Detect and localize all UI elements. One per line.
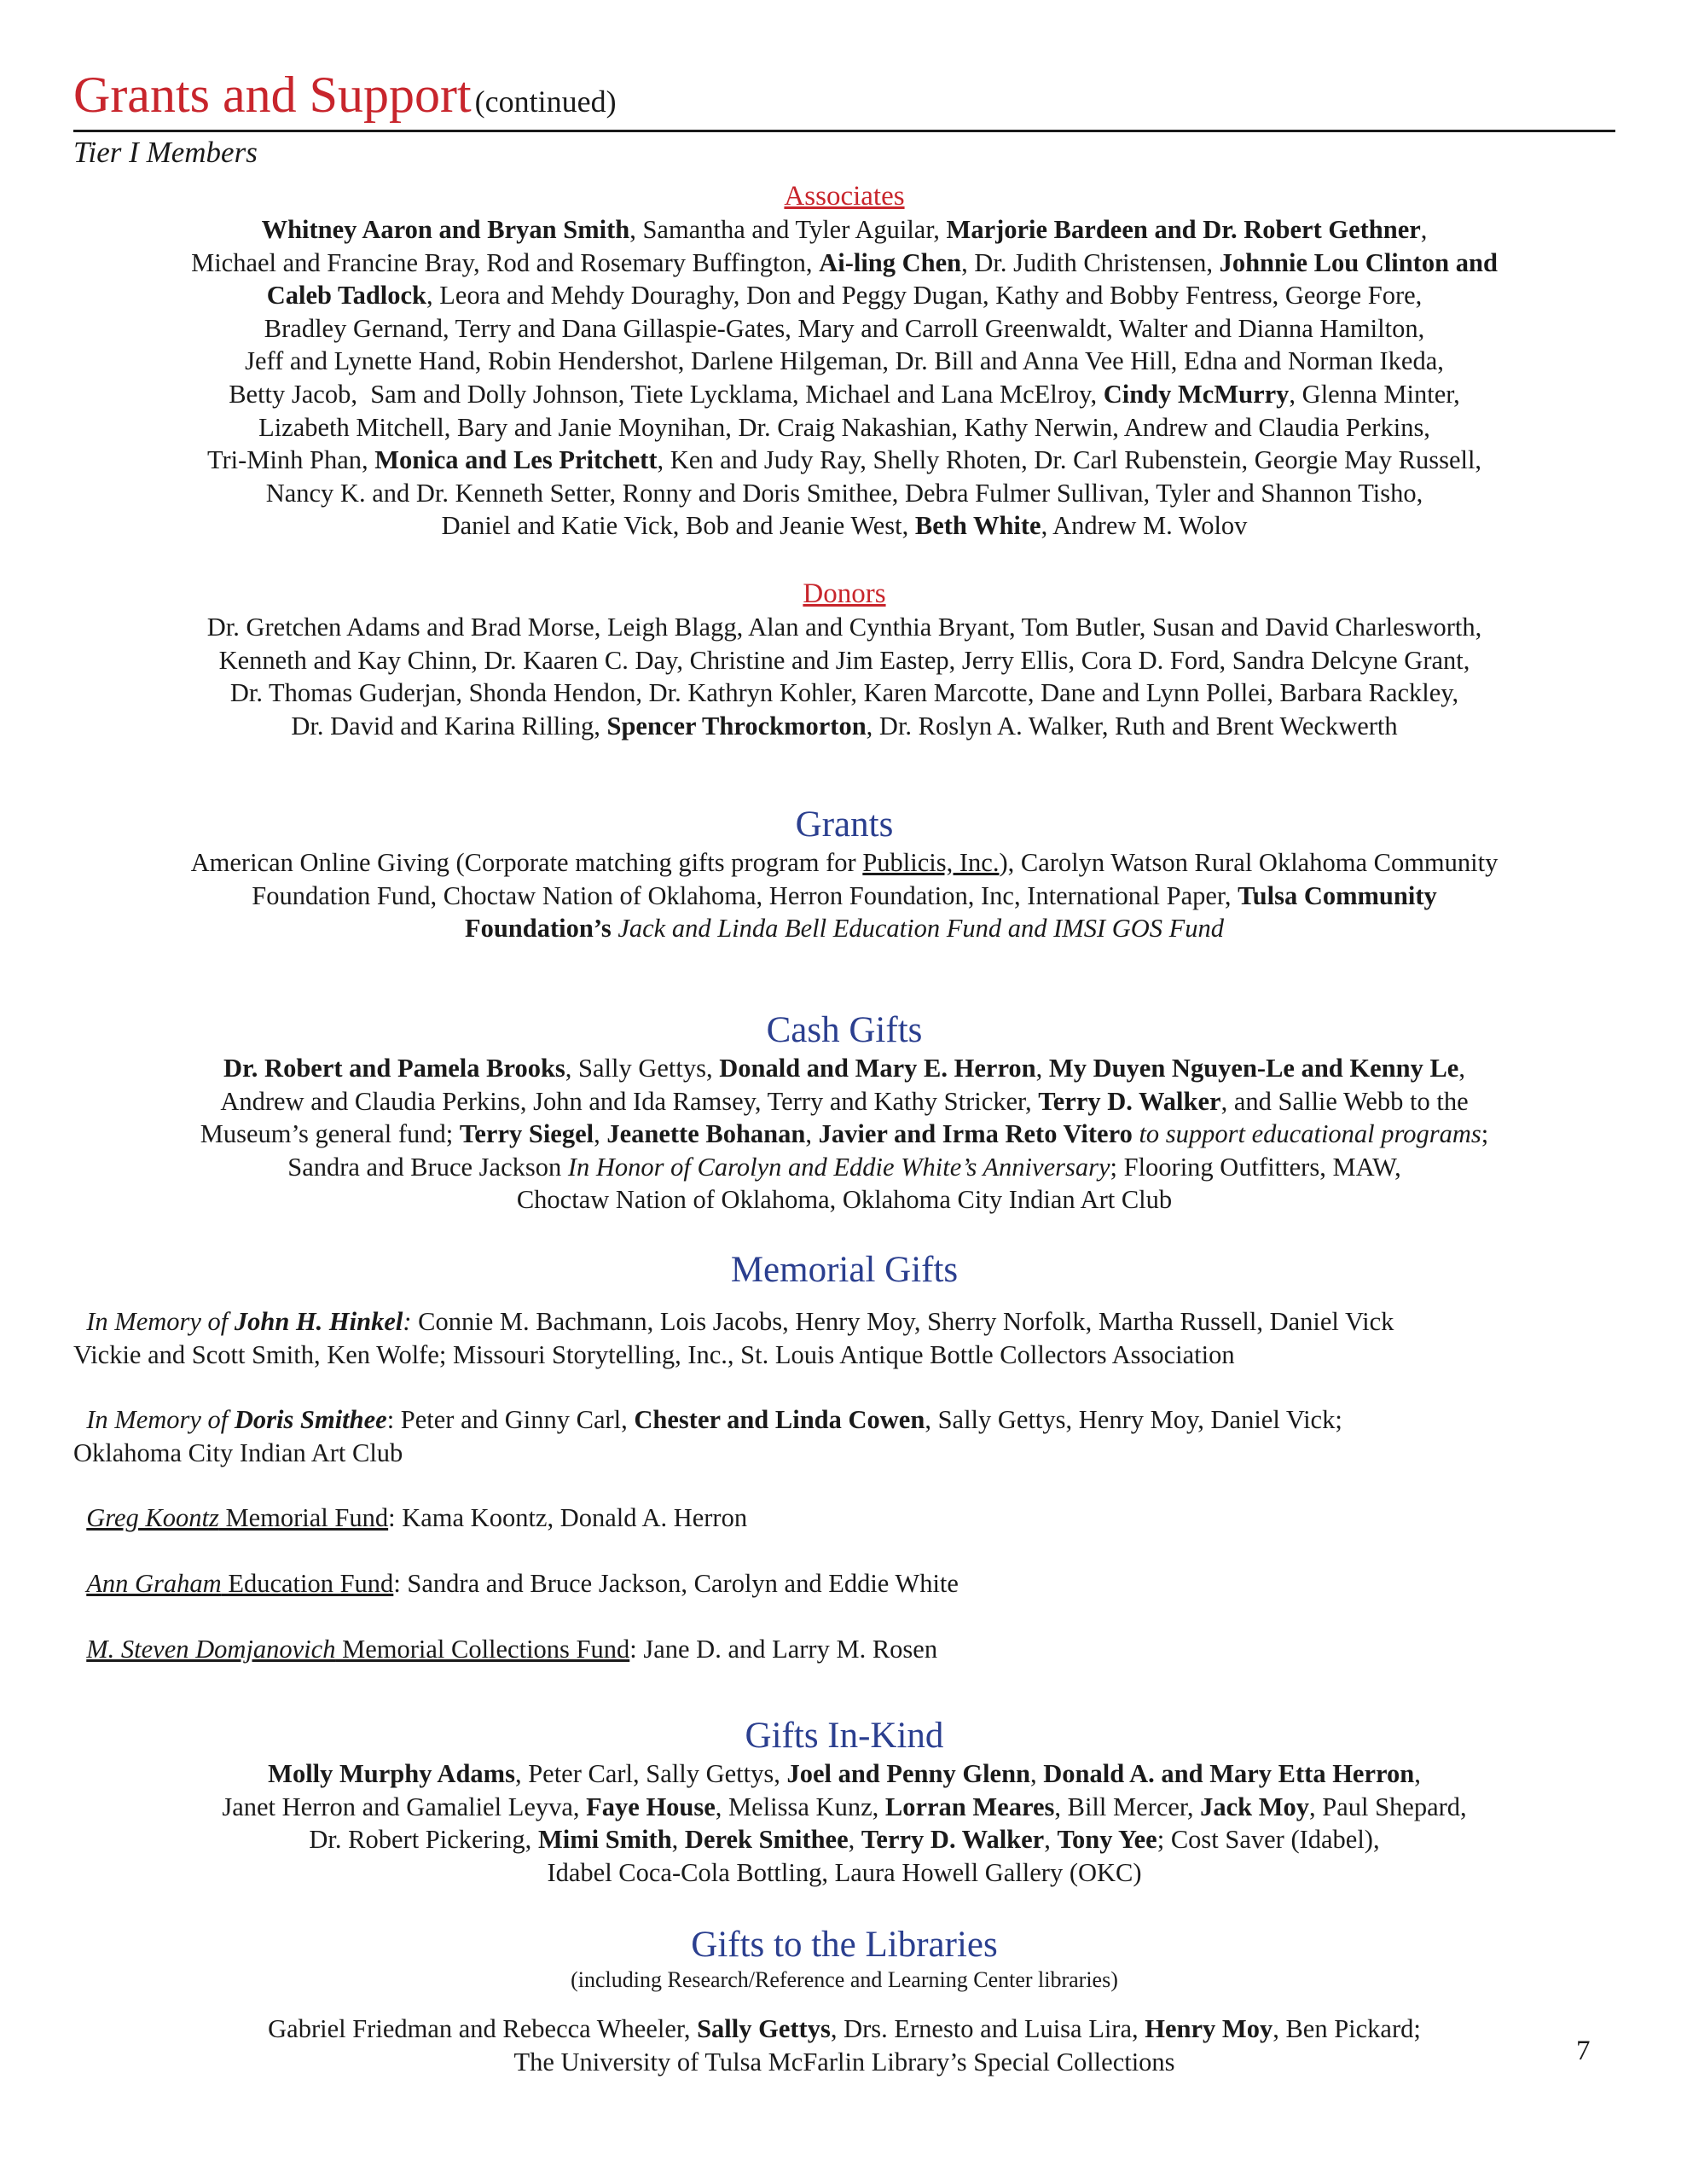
text-segment: : Jane D. and Larry M. Rosen bbox=[629, 1634, 938, 1664]
text-segment: , bbox=[805, 1119, 819, 1149]
text-segment: Andrew and Claudia Perkins, John and Ida Ramsey, Terry and Kathy Stricker, bbox=[220, 1086, 1039, 1116]
donors-list bbox=[73, 611, 1615, 742]
text-segment: Jeff and Lynette Hand, Robin Hendershot, Darlene Hilgeman, Dr. Bill and Anna Vee Hill, Edna and Norman Ikeda, bbox=[245, 346, 1444, 376]
text-segment: Nancy K. and Dr. Kenneth Setter, Ronny and Doris Smithee, Debra Fulmer Sullivan, Tyler and Shannon Tisho, bbox=[265, 478, 1423, 508]
donor-name-bold: Foundation’s bbox=[464, 914, 612, 944]
text-segment: , Bill Mercer, bbox=[1054, 1792, 1201, 1821]
text-segment: Oklahoma City Indian Art Club bbox=[73, 1438, 403, 1467]
text-segment: Idabel Coca-Cola Bottling, Laura Howell Gallery (OKC) bbox=[547, 1857, 1142, 1887]
text-segment: ; Flooring Outfitters, MAW, bbox=[1110, 1152, 1401, 1182]
text-segment: , Ben Pickard; bbox=[1272, 2014, 1421, 2043]
donor-name-bold: Spencer Throckmorton bbox=[606, 711, 867, 741]
memorial-gifts-list bbox=[73, 1305, 1615, 1665]
donor-name-bold: Tulsa Community bbox=[1238, 880, 1437, 910]
text-segment: The University of Tulsa McFarlin Library’s Special Collections bbox=[513, 2047, 1175, 2077]
donor-name-bold: Henry Moy bbox=[1145, 2014, 1273, 2043]
text-segment: , Andrew M. Wolov bbox=[1041, 511, 1248, 541]
text-line bbox=[73, 1823, 1615, 1856]
text-segment: In Memory of bbox=[86, 1307, 235, 1336]
libraries-heading: Gifts to the Libraries bbox=[691, 1925, 998, 1965]
text-segment: Janet Herron and Gamaliel Leyva, bbox=[222, 1792, 587, 1821]
text-segment: Museum’s general fund; bbox=[200, 1119, 460, 1149]
text-segment: Memorial Fund bbox=[218, 1503, 389, 1533]
text-line bbox=[73, 1085, 1615, 1118]
text-line bbox=[73, 912, 1615, 945]
text-segment: Gabriel Friedman and Rebecca Wheeler, bbox=[268, 2014, 698, 2043]
donor-name-bold: Javier and Irma Reto Vitero bbox=[818, 1119, 1133, 1149]
text-segment: M. Steven Domjanovich bbox=[86, 1634, 336, 1664]
text-line bbox=[73, 1633, 1615, 1666]
text-segment: Bradley Gernand, Terry and Dana Gillaspie-Gates, Mary and Carroll Greenwaldt, Walter and Dianna Hamilton, bbox=[264, 313, 1425, 343]
grants-list bbox=[73, 846, 1615, 945]
text-segment: Lizabeth Mitchell, Bary and Janie Moynihan, Dr. Craig Nakashian, Kathy Nerwin, Andrew and Claudia Perkins, bbox=[258, 412, 1430, 442]
text-line bbox=[73, 1052, 1615, 1085]
text-line bbox=[73, 345, 1615, 378]
page-title-continued: (continued) bbox=[474, 84, 617, 119]
donor-name-bold: Molly Murphy Adams bbox=[268, 1759, 515, 1788]
page-header bbox=[73, 67, 1615, 132]
text-segment: ; Cost Saver (Idabel), bbox=[1157, 1825, 1380, 1855]
text-segment: ), Carolyn Watson Rural Oklahoma Community bbox=[999, 848, 1499, 877]
text-line bbox=[73, 1183, 1615, 1217]
text-segment: Connie M. Bachmann, Lois Jacobs, Henry Moy, Sherry Norfolk, Martha Russell, Daniel Vick bbox=[411, 1307, 1394, 1336]
donor-name-bold: Cindy McMurry bbox=[1103, 379, 1290, 409]
text-segment: Dr. Robert Pickering, bbox=[309, 1825, 538, 1855]
text-segment: Dr. Gretchen Adams and Brad Morse, Leigh Blagg, Alan and Cynthia Bryant, Tom Butler, Susan and David Charlesworth, bbox=[206, 613, 1482, 642]
donor-name-bold: Johnnie Lou Clinton and bbox=[1219, 247, 1498, 277]
text-segment: In Honor of Carolyn and Eddie White’s Anniversary bbox=[567, 1152, 1110, 1182]
gifts-in-kind-list bbox=[73, 1757, 1615, 1889]
cash-gifts-section bbox=[73, 1009, 1615, 1217]
text-segment bbox=[73, 1503, 86, 1532]
gifts-in-kind-section bbox=[73, 1715, 1615, 1889]
text-line bbox=[73, 644, 1615, 677]
tier-label: Tier I Members bbox=[73, 136, 258, 169]
text-line bbox=[73, 677, 1615, 710]
text-segment: In Memory of bbox=[86, 1405, 235, 1435]
text-segment: ; bbox=[1481, 1119, 1489, 1149]
text-segment: , Sally Gettys, bbox=[565, 1054, 720, 1083]
text-line bbox=[73, 611, 1615, 644]
text-line bbox=[73, 1757, 1615, 1791]
associates-heading: Associates bbox=[784, 181, 905, 212]
text-segment: Greg Koontz bbox=[86, 1503, 219, 1533]
donor-name-bold: Chester and Linda Cowen bbox=[634, 1405, 925, 1435]
text-segment: , bbox=[1035, 1054, 1049, 1083]
text-line bbox=[73, 213, 1615, 247]
grants-section bbox=[73, 804, 1615, 945]
donor-name-bold: My Duyen Nguyen-Le and Kenny Le bbox=[1048, 1054, 1459, 1083]
page-number: 7 bbox=[1576, 2036, 1591, 2066]
text-segment: , bbox=[594, 1119, 607, 1149]
text-segment bbox=[73, 1405, 86, 1434]
donors-heading: Donors bbox=[803, 578, 886, 609]
text-segment: Michael and Francine Bray, Rod and Rosemary Buffington, bbox=[191, 247, 820, 277]
text-line bbox=[73, 1118, 1615, 1151]
text-segment: , Ken and Judy Ray, Shelly Rhoten, Dr. Carl Rubenstein, Georgie May Russell, bbox=[657, 445, 1482, 475]
text-segment: , bbox=[1420, 215, 1428, 244]
text-segment: Daniel and Katie Vick, Bob and Jeanie West, bbox=[441, 511, 915, 541]
text-segment: , Peter Carl, Sally Gettys, bbox=[514, 1759, 787, 1788]
text-line bbox=[73, 1339, 1615, 1372]
donor-name-bold: Doris Smithee bbox=[234, 1405, 387, 1435]
text-segment: , and Sallie Webb to the bbox=[1220, 1086, 1469, 1116]
text-line bbox=[73, 312, 1615, 346]
text-segment: Foundation Fund, Choctaw Nation of Oklahoma, Herron Foundation, Inc, International Paper, bbox=[252, 880, 1238, 910]
text-segment: , Drs. Ernesto and Luisa Lira, bbox=[830, 2014, 1145, 2043]
text-line bbox=[73, 1791, 1615, 1824]
donor-name-bold: Ai-ling Chen bbox=[819, 247, 962, 277]
text-line bbox=[73, 411, 1615, 444]
text-segment bbox=[73, 1569, 86, 1598]
donor-name-bold: Beth White bbox=[914, 511, 1041, 541]
text-segment: , bbox=[671, 1825, 685, 1855]
text-segment: : bbox=[403, 1307, 412, 1336]
text-segment: Kenneth and Kay Chinn, Dr. Kaaren C. Day, Christine and Jim Eastep, Jerry Ellis, Cora D. Ford, Sandra Delcyne Grant, bbox=[218, 645, 1470, 675]
text-line bbox=[73, 1567, 1615, 1600]
donor-name-bold: John H. Hinkel bbox=[234, 1307, 403, 1336]
donor-name-bold: Dr. Robert and Pamela Brooks bbox=[223, 1054, 565, 1083]
text-line bbox=[73, 710, 1615, 743]
text-segment: Vickie and Scott Smith, Ken Wolfe; Missouri Storytelling, Inc., St. Louis Antique Bottle Collectors Association bbox=[73, 1339, 1235, 1369]
donor-name-bold: Lorran Meares bbox=[884, 1792, 1055, 1821]
memorial-gifts-heading: Memorial Gifts bbox=[730, 1250, 959, 1290]
donor-name-bold: Jeanette Bohanan bbox=[606, 1119, 806, 1149]
memorial-gifts-section bbox=[73, 1249, 1615, 1292]
memorial-entry bbox=[73, 1502, 1615, 1535]
text-segment: , Leora and Mehdy Douraghy, Don and Peggy Dugan, Kathy and Bobby Fentress, George Fore, bbox=[426, 281, 1423, 311]
text-line bbox=[73, 1403, 1615, 1437]
cash-gifts-list bbox=[73, 1052, 1615, 1217]
text-segment: , bbox=[1414, 1759, 1421, 1788]
text-segment: to support educational programs bbox=[1139, 1119, 1481, 1149]
text-line bbox=[73, 477, 1615, 510]
text-segment: , Samantha and Tyler Aguilar, bbox=[629, 215, 947, 244]
donor-name-bold: Joel and Penny Glenn bbox=[786, 1759, 1031, 1788]
libraries-list bbox=[73, 2013, 1615, 2078]
text-segment: Choctaw Nation of Oklahoma, Oklahoma City Indian Art Club bbox=[516, 1185, 1173, 1215]
donor-name-bold: Jack Moy bbox=[1200, 1792, 1309, 1821]
text-line bbox=[73, 880, 1615, 913]
text-segment: American Online Giving (Corporate matching gifts program for bbox=[190, 848, 863, 877]
text-line bbox=[73, 1437, 1615, 1470]
text-line bbox=[73, 1305, 1615, 1339]
donor-name-bold: Terry D. Walker bbox=[861, 1825, 1045, 1855]
text-segment: : Peter and Ginny Carl, bbox=[386, 1405, 635, 1435]
text-line bbox=[73, 279, 1615, 312]
libraries-note: (including Research/Reference and Learning Center libraries) bbox=[571, 1967, 1118, 1992]
text-line bbox=[73, 378, 1615, 411]
text-segment: : Sandra and Bruce Jackson, Carolyn and Eddie White bbox=[393, 1568, 959, 1598]
text-line bbox=[73, 2013, 1615, 2046]
donor-name-bold: Derek Smithee bbox=[684, 1825, 849, 1855]
donor-name-bold: Terry Siegel bbox=[459, 1119, 594, 1149]
text-line bbox=[73, 444, 1615, 477]
associates-section bbox=[73, 179, 1615, 543]
text-segment: Publicis, Inc. bbox=[862, 848, 1000, 877]
text-segment: , Melissa Kunz, bbox=[715, 1792, 885, 1821]
donor-name-bold: Sally Gettys bbox=[697, 2014, 831, 2043]
donor-name-bold: Donald and Mary E. Herron bbox=[719, 1054, 1036, 1083]
text-segment: Sandra and Bruce Jackson bbox=[287, 1152, 568, 1182]
memorial-entry bbox=[73, 1633, 1615, 1666]
text-segment: , Glenna Minter, bbox=[1289, 379, 1460, 409]
text-line bbox=[73, 846, 1615, 880]
text-segment: , Sally Gettys, Henry Moy, Daniel Vick; bbox=[925, 1405, 1342, 1435]
donors-section bbox=[73, 577, 1615, 742]
text-segment: , Dr. Roslyn A. Walker, Ruth and Brent Weckwerth bbox=[866, 711, 1398, 741]
donor-name-bold: Faye House bbox=[586, 1792, 716, 1821]
text-segment: Dr. Thomas Guderjan, Shonda Hendon, Dr. Kathryn Kohler, Karen Marcotte, Dane and Lynn Pollei, Barbara Rackley, bbox=[229, 678, 1459, 708]
text-segment: , bbox=[1458, 1054, 1465, 1083]
page-title: Grants and Support bbox=[73, 67, 472, 123]
text-segment: Ann Graham bbox=[86, 1568, 222, 1598]
text-segment: , Paul Shepard, bbox=[1309, 1792, 1467, 1821]
memorial-entry bbox=[73, 1403, 1615, 1469]
memorial-entry bbox=[73, 1567, 1615, 1600]
associates-list bbox=[73, 213, 1615, 543]
text-segment: Jack and Linda Bell Education Fund and IMSI GOS Fund bbox=[617, 914, 1225, 944]
text-line bbox=[73, 247, 1615, 280]
text-line bbox=[73, 1856, 1615, 1890]
text-line bbox=[73, 509, 1615, 543]
text-line bbox=[73, 1502, 1615, 1535]
text-segment: Tri-Minh Phan, bbox=[206, 445, 375, 475]
text-segment: , bbox=[1044, 1825, 1058, 1855]
text-line bbox=[73, 1151, 1615, 1184]
text-segment: Dr. David and Karina Rilling, bbox=[291, 711, 607, 741]
text-segment: , bbox=[1030, 1759, 1044, 1788]
libraries-section bbox=[73, 1924, 1615, 2078]
donor-name-bold: Mimi Smith bbox=[537, 1825, 672, 1855]
text-segment: Memorial Collections Fund bbox=[335, 1634, 630, 1664]
donor-name-bold: Whitney Aaron and Bryan Smith bbox=[261, 215, 630, 244]
donor-name-bold: Terry D. Walker bbox=[1038, 1086, 1221, 1116]
donor-name-bold: Caleb Tadlock bbox=[266, 281, 427, 311]
memorial-entry bbox=[73, 1305, 1615, 1371]
text-segment: : Kama Koontz, Donald A. Herron bbox=[388, 1503, 748, 1533]
donor-name-bold: Marjorie Bardeen and Dr. Robert Gethner bbox=[946, 215, 1421, 244]
donor-name-bold: Monica and Les Pritchett bbox=[374, 445, 658, 475]
text-segment: , bbox=[848, 1825, 861, 1855]
gifts-in-kind-heading: Gifts In-Kind bbox=[745, 1716, 944, 1756]
grants-heading: Grants bbox=[795, 804, 894, 845]
text-segment: Education Fund bbox=[221, 1568, 394, 1598]
text-segment: , Dr. Judith Christensen, bbox=[961, 247, 1220, 277]
text-segment bbox=[73, 1307, 86, 1336]
text-segment: Betty Jacob, Sam and Dolly Johnson, Tiete Lycklama, Michael and Lana McElroy, bbox=[229, 379, 1104, 409]
donor-name-bold: Donald A. and Mary Etta Herron bbox=[1043, 1759, 1415, 1788]
text-segment bbox=[73, 1635, 86, 1664]
cash-gifts-heading: Cash Gifts bbox=[766, 1010, 923, 1050]
text-line bbox=[73, 2046, 1615, 2079]
donor-name-bold: Tony Yee bbox=[1057, 1825, 1157, 1855]
